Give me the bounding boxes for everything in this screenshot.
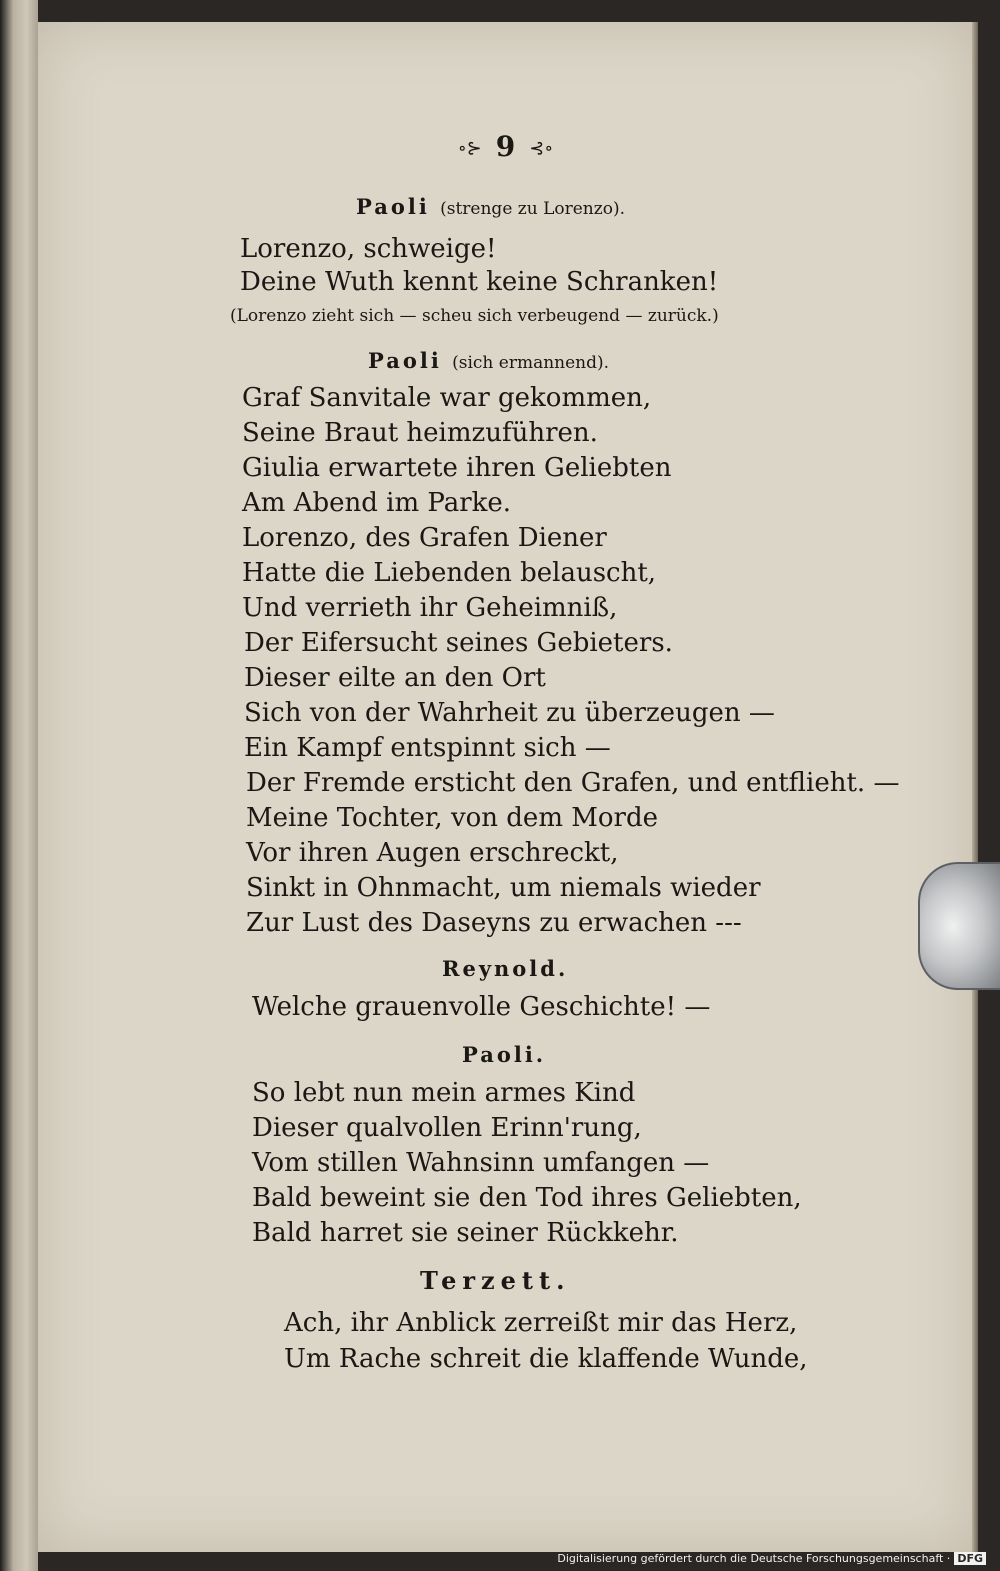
- page-header: [38, 130, 973, 163]
- verse-line: Giulia erwartete ihren Geliebten: [242, 453, 672, 483]
- verse-line: Meine Tochter, von dem Morde: [246, 803, 658, 833]
- verse-line: Bald beweint sie den Tod ihres Geliebten,: [252, 1183, 802, 1213]
- facing-page-edge: [0, 0, 38, 1571]
- stage-direction: (strenge zu Lorenzo).: [440, 199, 625, 219]
- page-number: 9: [495, 130, 516, 163]
- footer-text: Digitalisierung gefördert durch die Deutsche Forschungsgemeinschaft ·: [557, 1552, 951, 1565]
- speaker-name: Reynold.: [442, 956, 569, 981]
- dfg-logo: DFG: [954, 1552, 986, 1565]
- verse-line: Dieser eilte an den Ort: [244, 663, 546, 693]
- speaker-name: Paoli: [368, 348, 442, 373]
- verse-line: Vom stillen Wahnsinn umfangen —: [252, 1148, 710, 1178]
- verse-line: Deine Wuth kennt keine Schranken!: [240, 267, 719, 297]
- verse-line: Graf Sanvitale war gekommen,: [242, 383, 652, 413]
- verse-line: Dieser qualvollen Erinn'rung,: [252, 1113, 642, 1143]
- verse-line: So lebt nun mein armes Kind: [252, 1078, 636, 1108]
- verse-line: Sinkt in Ohnmacht, um niemals wieder: [246, 873, 761, 903]
- verse-line: Und verrieth ihr Geheimniß,: [242, 593, 618, 623]
- verse-line: Vor ihren Augen erschreckt,: [246, 838, 619, 868]
- page-edge-shadow: [972, 22, 978, 1552]
- page-clip: [918, 862, 1000, 990]
- speaker-name: Paoli: [356, 194, 430, 219]
- book-page: [38, 22, 973, 1552]
- verse-line: Sich von der Wahrheit zu überzeugen —: [244, 698, 775, 728]
- ornament-right: ⊰∘: [529, 138, 554, 159]
- verse-line: Ach, ihr Anblick zerreißt mir das Herz,: [284, 1308, 798, 1338]
- verse-line: Welche grauenvolle Geschichte! —: [252, 992, 711, 1022]
- verse-line: Lorenzo, schweige!: [240, 234, 497, 264]
- verse-line: Lorenzo, des Grafen Diener: [242, 523, 607, 553]
- stage-direction: (sich ermannend).: [452, 353, 610, 373]
- verse-line: Zur Lust des Daseyns zu erwachen ---: [246, 908, 742, 938]
- speaker-line: [462, 1042, 546, 1067]
- verse-line: Am Abend im Parke.: [242, 488, 512, 518]
- speaker-name: Paoli.: [462, 1042, 547, 1067]
- digitization-footer: [557, 1552, 986, 1565]
- speaker-line: [442, 956, 568, 981]
- stage-direction-line: (Lorenzo zieht sich — scheu sich verbeugend — zurück.): [230, 306, 719, 326]
- verse-line: Der Eifersucht seines Gebieters.: [244, 628, 673, 658]
- speaker-line: [368, 348, 609, 373]
- speaker-line: [356, 194, 625, 219]
- verse-line: Bald harret sie seiner Rückkehr.: [252, 1218, 679, 1248]
- verse-line: Ein Kampf entspinnt sich —: [244, 733, 611, 763]
- ornament-left: ∘⊱: [457, 138, 482, 159]
- section-heading: Terzett.: [420, 1266, 571, 1295]
- speaker-line: [420, 1266, 570, 1295]
- verse-line: Hatte die Liebenden belauscht,: [242, 558, 657, 588]
- verse-line: Seine Braut heimzuführen.: [242, 418, 598, 448]
- verse-line: Um Rache schreit die klaffende Wunde,: [284, 1344, 808, 1374]
- verse-line: Der Fremde ersticht den Grafen, und entflieht. —: [246, 768, 900, 798]
